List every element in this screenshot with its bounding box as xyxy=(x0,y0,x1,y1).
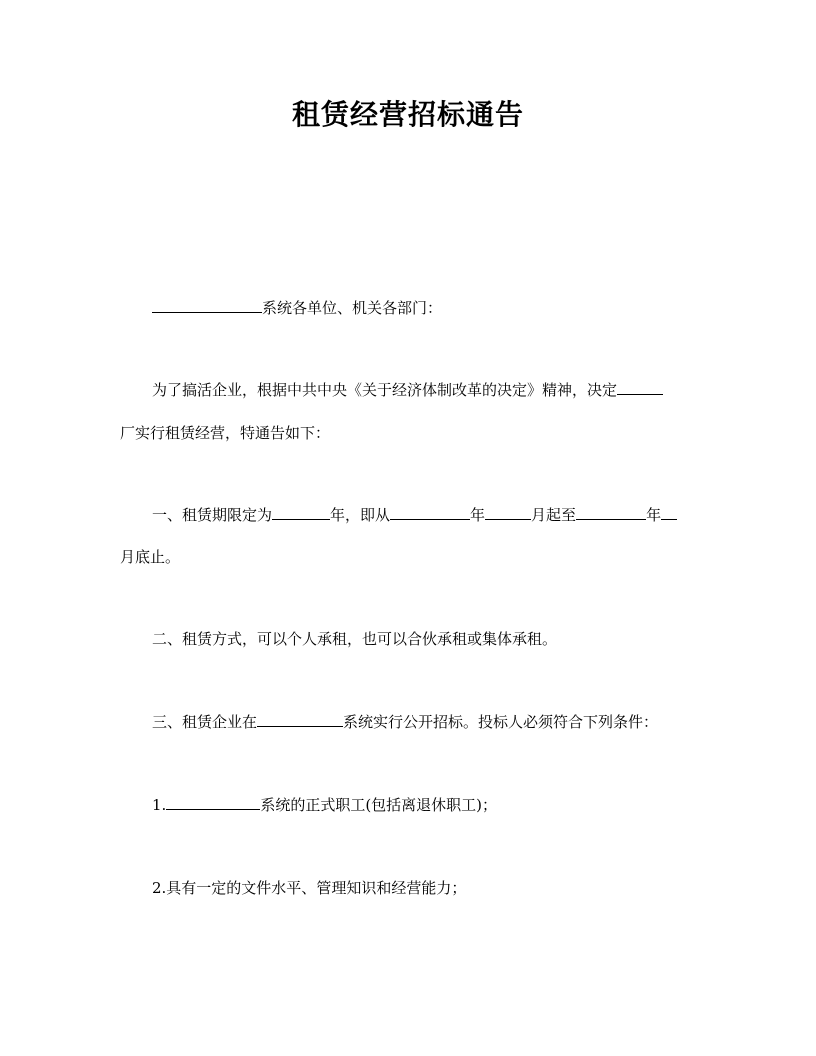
blank-field xyxy=(576,505,646,520)
condition1-prefix: 1. xyxy=(152,796,167,814)
item3-text: 三、租赁企业在 xyxy=(152,713,258,731)
blank-field xyxy=(257,712,343,727)
item1-text: 月起至 xyxy=(531,506,577,524)
item1-text: 一、租赁期限定为 xyxy=(152,506,273,524)
blank-field xyxy=(152,298,262,313)
item3-line xyxy=(152,710,658,734)
item1-text: 年 xyxy=(646,506,662,524)
item2-line xyxy=(152,627,557,651)
paragraph1-line2 xyxy=(120,421,330,445)
paragraph1-text-cont: 厂实行租赁经营，特通告如下： xyxy=(120,424,331,442)
blank-field xyxy=(390,505,470,520)
salutation-line xyxy=(152,296,442,320)
blank-field xyxy=(485,505,531,520)
item2-text: 二、租赁方式，可以个人承租，也可以合伙承租或集体承租。 xyxy=(152,630,558,648)
blank-field xyxy=(272,505,330,520)
blank-field xyxy=(661,505,677,520)
condition1-line xyxy=(152,793,497,817)
document-title: 租赁经营招标通告 xyxy=(291,98,524,131)
item1-text: 年，即从 xyxy=(330,506,391,524)
salutation-text: 系统各单位、机关各部门： xyxy=(262,299,443,317)
item1-text: 年 xyxy=(470,506,486,524)
blank-field xyxy=(166,795,260,810)
paragraph1-text: 为了搞活企业，根据中共中央《关于经济体制改革的决定》精神，决定 xyxy=(152,381,618,399)
condition2-text: 2.具有一定的文件水平、管理知识和经营能力； xyxy=(152,879,467,897)
condition1-text: 系统的正式职工(包括离退休职工)； xyxy=(260,796,498,814)
condition2-line xyxy=(152,876,466,900)
item3-text: 系统实行公开招标。投标人必须符合下列条件： xyxy=(343,713,659,731)
item1-line1 xyxy=(152,503,677,527)
blank-field xyxy=(617,380,663,395)
paragraph1-line1 xyxy=(152,378,663,402)
item1-line2 xyxy=(120,545,180,569)
item1-text-cont: 月底止。 xyxy=(120,548,181,566)
